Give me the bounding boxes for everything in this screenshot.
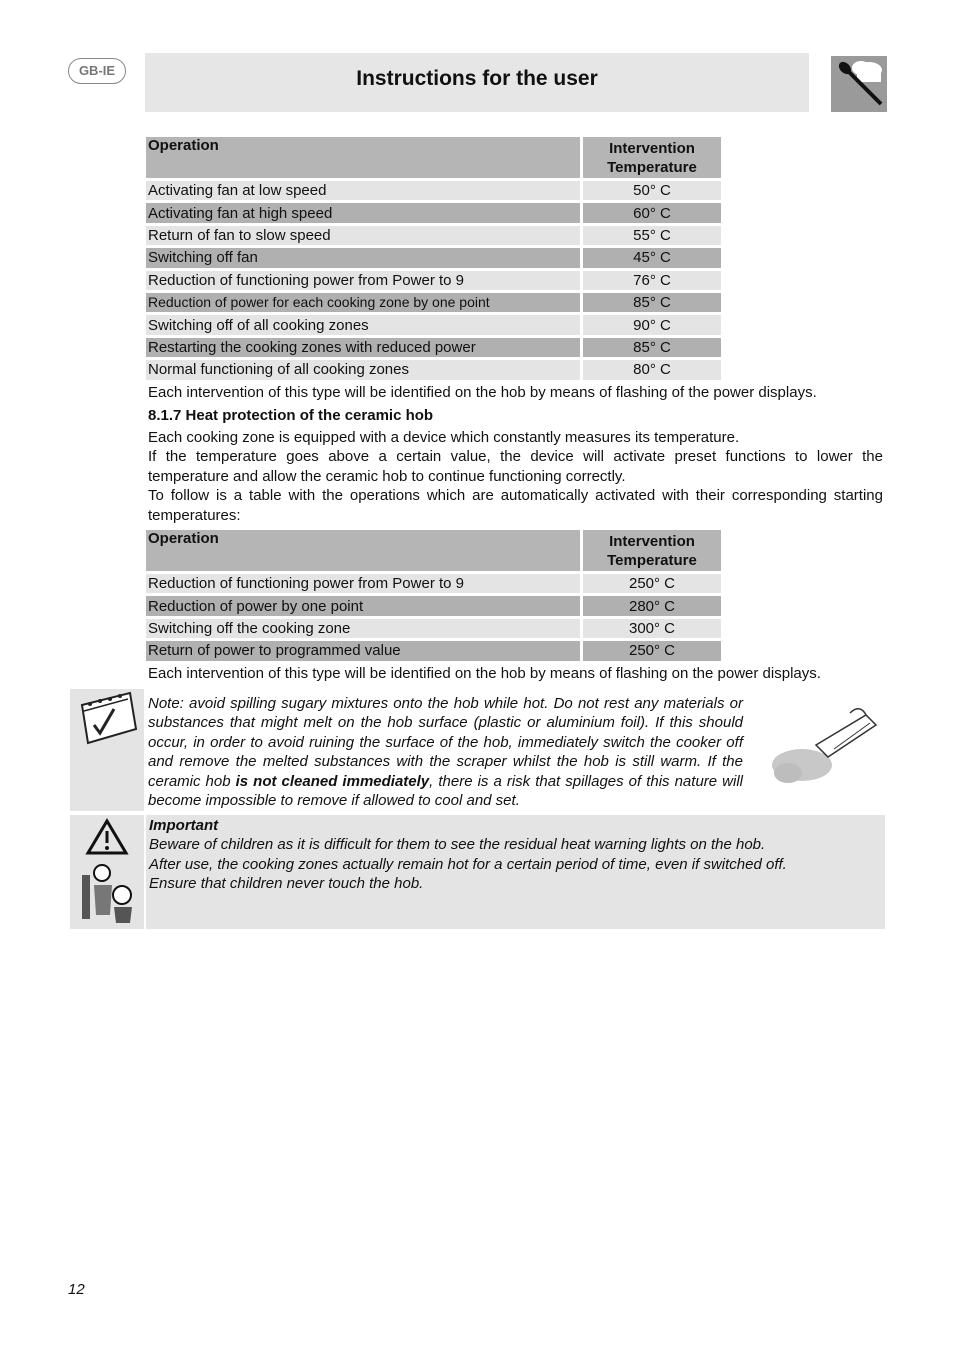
temperature-cell: 80° C bbox=[583, 360, 721, 382]
important-line: After use, the cooking zones actually remain hot for a certain period of time, even if switched off. bbox=[149, 855, 787, 873]
note-icon-panel bbox=[70, 689, 144, 811]
temperature-table-fan bbox=[146, 137, 721, 383]
temperature-cell: 250° C bbox=[583, 574, 721, 596]
table-row bbox=[146, 181, 721, 203]
table-row bbox=[146, 641, 721, 663]
temperature-cell: 85° C bbox=[583, 293, 721, 315]
paragraph-intervention-note-2: Each intervention of this type will be identified on the hob by means of flashing on the power displays. bbox=[148, 665, 821, 682]
operation-cell: Return of fan to slow speed bbox=[146, 226, 580, 248]
operation-cell: Reduction of power by one point bbox=[146, 596, 580, 618]
note-box bbox=[70, 689, 885, 811]
important-line: Ensure that children never touch the hob. bbox=[149, 875, 424, 893]
page-title: Instructions for the user bbox=[356, 67, 598, 90]
temperature-cell: 76° C bbox=[583, 271, 721, 293]
column-header-temperature: Intervention Temperature bbox=[583, 530, 721, 574]
scraper-illustration bbox=[758, 693, 882, 809]
temperature-cell: 250° C bbox=[583, 641, 721, 663]
table-row bbox=[146, 338, 721, 360]
page-number: 12 bbox=[68, 1281, 85, 1298]
important-icon-panel bbox=[70, 815, 144, 929]
operation-cell: Reduction of functioning power from Power to 9 bbox=[146, 271, 580, 293]
temperature-cell: 300° C bbox=[583, 619, 721, 641]
operation-cell: Switching off the cooking zone bbox=[146, 619, 580, 641]
note-text-part: , there is a risk that spillages of this nature will become impossible to remove if allowed to cool and set. bbox=[148, 772, 743, 810]
important-line: Beware of children as it is difficult for them to see the residual heat warning lights on the hob. bbox=[149, 836, 766, 854]
table-row bbox=[146, 619, 721, 641]
temperature-cell: 50° C bbox=[583, 181, 721, 203]
temperature-table-hob bbox=[146, 530, 721, 664]
operation-cell: Normal functioning of all cooking zones bbox=[146, 360, 580, 382]
table-row bbox=[146, 596, 721, 618]
table-row bbox=[146, 315, 721, 337]
table-row bbox=[146, 574, 721, 596]
notepad-check-icon bbox=[70, 689, 144, 811]
table-row bbox=[146, 293, 721, 315]
table-row bbox=[146, 203, 721, 225]
column-header-temperature: Intervention Temperature bbox=[583, 137, 721, 181]
note-text-part: Note: avoid spilling sugary mixtures onto the hob while hot. Do not rest any materials or substances that might melt on the hob surface (plastic or aluminium foil). If this should occur, in order to avoid ruining the surface of the hob, immediately switch the cooker off and remove the melted substances with the scraper whilst the hob is still warm. If the ceramic hob bbox=[148, 695, 743, 790]
table-row bbox=[146, 226, 721, 248]
column-header-operation: Operation bbox=[146, 530, 580, 574]
section-heading: 8.1.7 Heat protection of the ceramic hob bbox=[148, 407, 434, 424]
important-title: Important bbox=[149, 817, 219, 834]
operation-cell: Reduction of power for each cooking zone by one point bbox=[146, 293, 580, 315]
table-row bbox=[146, 360, 721, 382]
paragraph: To follow is a table with the operations which are automatically activated with their corresponding starting temperatures: bbox=[148, 487, 883, 524]
operation-cell: Reduction of functioning power from Power to 9 bbox=[146, 574, 580, 596]
temperature-cell: 45° C bbox=[583, 248, 721, 270]
paragraph-intervention-note-1: Each intervention of this type will be identified on the hob by means of flashing of the power displays. bbox=[148, 384, 817, 401]
temperature-cell: 60° C bbox=[583, 203, 721, 225]
important-box bbox=[70, 815, 885, 929]
warning-children-icon bbox=[70, 815, 144, 929]
operation-cell: Restarting the cooking zones with reduced power bbox=[146, 338, 580, 360]
paragraph: Each cooking zone is equipped with a device which constantly measures its temperature. bbox=[148, 429, 740, 446]
table-row bbox=[146, 271, 721, 293]
operation-cell: Activating fan at low speed bbox=[146, 181, 580, 203]
temperature-cell: 90° C bbox=[583, 315, 721, 337]
note-text bbox=[148, 694, 743, 810]
operation-cell: Return of power to programmed value bbox=[146, 641, 580, 663]
chef-spoon-icon bbox=[831, 56, 887, 112]
table-row bbox=[146, 248, 721, 270]
temperature-cell: 280° C bbox=[583, 596, 721, 618]
language-badge: GB-IE bbox=[68, 58, 126, 84]
operation-cell: Switching off fan bbox=[146, 248, 580, 270]
important-text bbox=[149, 816, 869, 894]
operation-cell: Activating fan at high speed bbox=[146, 203, 580, 225]
column-header-operation: Operation bbox=[146, 137, 580, 181]
temperature-cell: 85° C bbox=[583, 338, 721, 360]
operation-cell: Switching off of all cooking zones bbox=[146, 315, 580, 337]
temperature-cell: 55° C bbox=[583, 226, 721, 248]
note-text-bold: is not cleaned immediately bbox=[235, 772, 430, 790]
paragraph: If the temperature goes above a certain value, the device will activate preset functions to lower the temperature and allow the ceramic hob to continue functioning correctly. bbox=[148, 448, 883, 485]
